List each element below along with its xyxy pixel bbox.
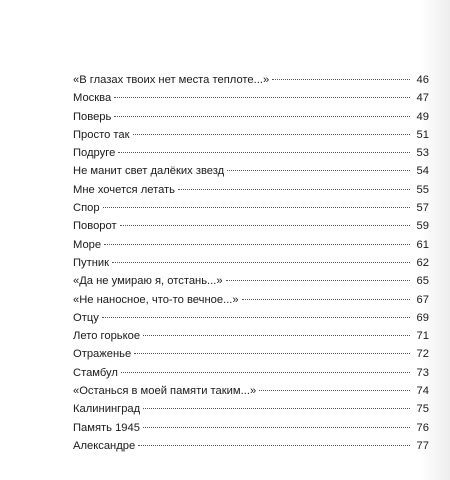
toc-entry-page: 57 [416, 202, 429, 215]
toc-entry-title: Поворот [73, 220, 117, 233]
toc-entry-page: 59 [416, 220, 429, 233]
toc-entry-page: 49 [416, 110, 429, 123]
toc-entry-title: Просто так [73, 128, 130, 141]
dot-leader [104, 244, 410, 245]
toc-entry-title: «Да не умираю я, отстань...» [73, 275, 223, 288]
dot-leader [102, 317, 410, 318]
dot-leader [134, 353, 410, 354]
toc-entry-page: 73 [416, 366, 429, 379]
toc-entry-page: 62 [416, 256, 429, 269]
dot-leader [259, 390, 410, 391]
toc-entry-title: Море [73, 238, 102, 251]
dot-leader [272, 79, 410, 80]
toc-entry-page: 71 [416, 330, 429, 343]
toc-entry-title: Александре [73, 439, 136, 452]
toc-entry-title: «В глазах твоих нет места теплоте...» [73, 74, 270, 86]
toc-entry-title: Мне хочется летать [73, 183, 176, 196]
toc-entry [73, 89, 429, 107]
toc-entry-title: Поверь [73, 110, 112, 123]
toc-entry [73, 217, 429, 235]
dot-leader [242, 299, 410, 300]
dot-leader [143, 427, 410, 428]
toc-entry-title: «Не наносное, что-то вечное...» [73, 293, 239, 306]
toc-entry-title: Отраженье [73, 348, 132, 361]
toc-entry-page: 55 [416, 183, 429, 196]
toc-entry-page: 47 [416, 92, 429, 105]
toc-entry-title: Калининград [73, 403, 141, 416]
toc-entry [73, 309, 429, 327]
toc-entry-title: Спор [73, 202, 100, 215]
toc-entry-page: 65 [416, 275, 429, 288]
toc-entry-title: Лето горькое [73, 330, 141, 343]
toc-entry-title: Путник [73, 256, 110, 269]
toc-entry [73, 144, 429, 162]
dot-leader [226, 280, 410, 281]
toc-entry-title: «Останься в моей памяти таким...» [73, 385, 257, 398]
dot-leader [138, 445, 410, 446]
dot-leader [133, 134, 410, 135]
toc-entry [73, 272, 429, 290]
toc-entry-page: 69 [416, 311, 429, 324]
dot-leader [112, 262, 410, 263]
toc-entry-page: 53 [416, 147, 429, 160]
toc-entry-page: 72 [416, 348, 429, 361]
dot-leader [114, 97, 410, 98]
dot-leader [120, 225, 410, 226]
dot-leader [178, 189, 410, 190]
toc-entry [73, 199, 429, 217]
toc-entry-title: Подруге [73, 147, 116, 160]
toc-entry [73, 236, 429, 254]
table-of-contents [73, 71, 429, 455]
toc-entry-page: 74 [416, 385, 429, 398]
toc-entry [73, 181, 429, 199]
toc-entry [73, 437, 429, 455]
toc-entry-title: Москва [73, 92, 112, 105]
toc-entry-page: 51 [416, 128, 429, 141]
toc-entry [73, 126, 429, 144]
toc-entry [73, 327, 429, 345]
toc-entry [73, 345, 429, 363]
toc-entry-page: 75 [416, 403, 429, 416]
toc-entry-page: 76 [416, 421, 429, 434]
toc-entry [73, 108, 429, 126]
toc-entry [73, 71, 429, 89]
dot-leader [143, 335, 410, 336]
dot-leader [118, 152, 410, 153]
toc-entry-page: 46 [416, 74, 429, 86]
toc-entry [73, 162, 429, 180]
toc-entry [73, 400, 429, 418]
toc-entry-page: 77 [416, 439, 429, 452]
dot-leader [143, 408, 410, 409]
toc-entry-page: 54 [416, 165, 429, 178]
toc-entry [73, 291, 429, 309]
toc-entry-page: 61 [416, 238, 429, 251]
dot-leader [103, 207, 410, 208]
toc-entry-title: Отцу [73, 311, 99, 324]
toc-entry [73, 254, 429, 272]
toc-entry-title: Стамбул [73, 366, 118, 379]
toc-entry-page: 67 [416, 293, 429, 306]
toc-entry [73, 382, 429, 400]
toc-entry [73, 364, 429, 382]
dot-leader [114, 116, 410, 117]
dot-leader [227, 170, 410, 171]
toc-entry [73, 419, 429, 437]
dot-leader [121, 372, 410, 373]
toc-entry-title: Не манит свет далёких звезд [73, 165, 225, 178]
toc-entry-title: Память 1945 [73, 421, 140, 434]
